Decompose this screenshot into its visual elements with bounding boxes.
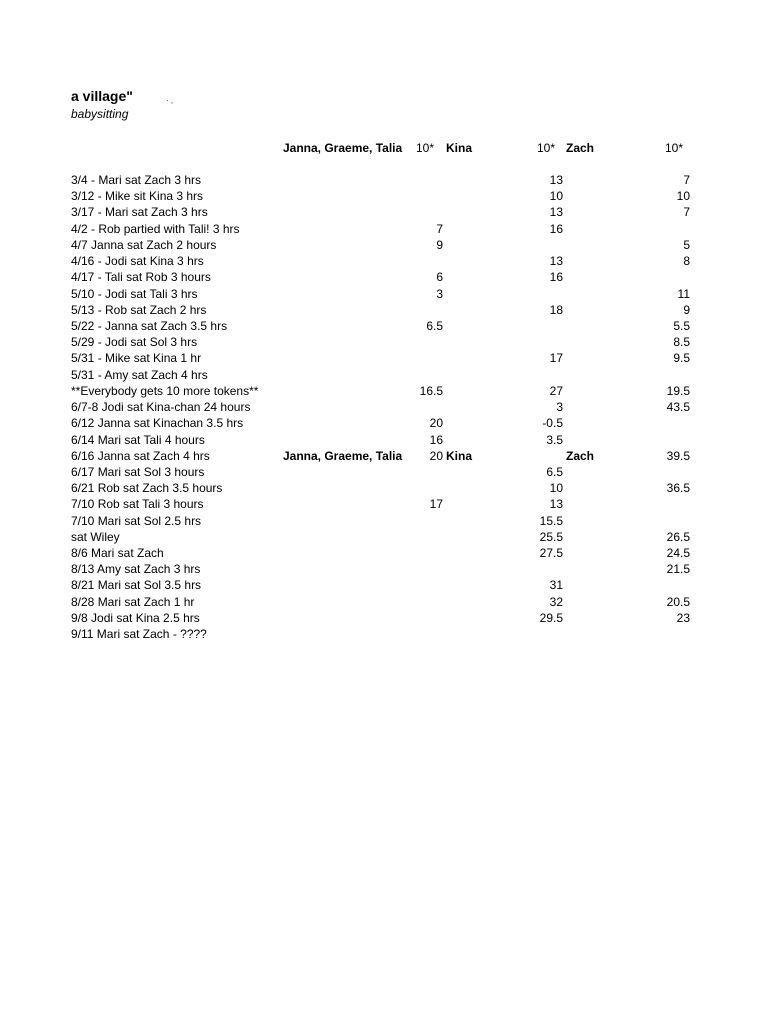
- row-description: 6/14 Mari sat Tali 4 hours: [71, 432, 205, 447]
- repeat-header-kina: Kina: [446, 448, 473, 463]
- cell-kina-balance: 17: [549, 351, 563, 366]
- title-fragment: · ,: [166, 96, 174, 105]
- table-row: [0, 188, 768, 204]
- cell-jgt-balance: 3: [436, 286, 443, 301]
- row-description: 4/17 - Tali sat Rob 3 hours: [71, 270, 211, 285]
- cell-kina-balance: 13: [549, 254, 563, 269]
- cell-kina-balance: 16: [549, 221, 563, 236]
- table-row: [0, 269, 768, 285]
- cell-zach-balance: 8: [683, 254, 690, 269]
- cell-zach-balance: 20.5: [666, 594, 690, 609]
- cell-jgt-balance: 6: [436, 270, 443, 285]
- row-description: 4/7 Janna sat Zach 2 hours: [71, 237, 217, 252]
- row-description: sat Wiley: [71, 529, 120, 544]
- row-description: 8/6 Mari sat Zach: [71, 546, 164, 561]
- cell-kina-balance: 10: [549, 481, 563, 496]
- cell-kina-balance: 13: [549, 173, 563, 187]
- repeat-header-jgt: Janna, Graeme, Talia: [283, 448, 403, 463]
- table-row: [0, 594, 768, 610]
- table-row: [0, 172, 768, 188]
- cell-jgt-balance: 20: [429, 416, 443, 431]
- table-row: [0, 529, 768, 545]
- table-row: [0, 399, 768, 415]
- column-header-jgt-start: 10*: [416, 141, 435, 155]
- cell-jgt-balance: 17: [429, 497, 443, 512]
- cell-zach-balance: 5: [683, 237, 690, 252]
- cell-zach-balance: 9: [683, 302, 690, 317]
- row-description: 7/10 Rob sat Tali 3 hours: [71, 497, 204, 512]
- cell-zach-balance: 7: [683, 205, 690, 220]
- column-header-zach: Zach: [566, 141, 595, 155]
- row-description: 5/31 - Mike sat Kina 1 hr: [71, 351, 202, 366]
- cell-zach-balance: 9.5: [673, 351, 690, 366]
- cell-zach-balance: 26.5: [666, 529, 690, 544]
- cell-zach-balance: 11: [677, 286, 690, 301]
- column-header-kina: Kina: [446, 141, 473, 155]
- cell-kina-balance: 32: [549, 594, 563, 609]
- table-row: [0, 415, 768, 431]
- table-row: [0, 513, 768, 529]
- cell-jgt-balance: 20: [429, 448, 443, 463]
- cell-jgt-balance: 9: [436, 237, 443, 252]
- ledger-table: [0, 172, 768, 642]
- cell-kina-balance: 27.5: [539, 546, 563, 561]
- row-description: 6/17 Mari sat Sol 3 hours: [71, 464, 205, 479]
- cell-zach-balance: 10: [676, 189, 690, 204]
- row-description: 4/2 - Rob partied with Tali! 3 hrs: [71, 221, 240, 236]
- table-row: [0, 432, 768, 448]
- table-row: [0, 350, 768, 366]
- table-row: [0, 204, 768, 220]
- cell-kina-balance: 3: [556, 400, 563, 415]
- table-row: [0, 383, 768, 399]
- document-title: a village": [71, 88, 133, 104]
- cell-kina-balance: 27: [549, 383, 563, 398]
- cell-jgt-balance: 16: [429, 432, 443, 447]
- table-row: [0, 545, 768, 561]
- row-description: 5/31 - Amy sat Zach 4 hrs: [71, 367, 208, 382]
- row-description: 6/7-8 Jodi sat Kina-chan 24 hours: [71, 400, 251, 415]
- row-description: 8/13 Amy sat Zach 3 hrs: [71, 562, 201, 577]
- table-row: [0, 334, 768, 350]
- cell-zach-balance: 7: [683, 173, 690, 187]
- row-description: 5/10 - Jodi sat Tali 3 hrs: [71, 286, 198, 301]
- column-header-kina-start: 10*: [537, 141, 556, 155]
- column-header-jgt: Janna, Graeme, Talia: [283, 141, 403, 155]
- row-description: 7/10 Mari sat Sol 2.5 hrs: [71, 513, 202, 528]
- cell-kina-balance: 13: [549, 497, 563, 512]
- row-description: 3/4 - Mari sat Zach 3 hrs: [71, 173, 202, 187]
- cell-jgt-balance: 6.5: [426, 318, 443, 333]
- cell-zach-balance: 43.5: [666, 400, 690, 415]
- cell-kina-balance: 6.5: [546, 464, 563, 479]
- cell-kina-balance: 16: [549, 270, 563, 285]
- row-description: **Everybody gets 10 more tokens**: [71, 383, 259, 398]
- cell-zach-balance: 36.5: [666, 481, 690, 496]
- cell-kina-balance: 3.5: [546, 432, 563, 447]
- repeat-header-zach: Zach: [566, 448, 595, 463]
- cell-zach-balance: 8.5: [673, 335, 690, 350]
- cell-kina-balance: 18: [549, 302, 563, 317]
- cell-zach-balance: 24.5: [666, 546, 690, 561]
- row-description: 3/12 - Mike sit Kina 3 hrs: [71, 189, 204, 204]
- cell-kina-balance: 13: [549, 205, 563, 220]
- row-description: 3/17 - Mari sat Zach 3 hrs: [71, 205, 208, 220]
- cell-zach-balance: 21.5: [666, 562, 690, 577]
- row-description: 4/16 - Jodi sat Kina 3 hrs: [71, 254, 204, 269]
- row-description: 6/21 Rob sat Zach 3.5 hours: [71, 481, 223, 496]
- row-description: 5/13 - Rob sat Zach 2 hrs: [71, 302, 207, 317]
- cell-zach-balance: 5.5: [673, 318, 690, 333]
- table-row: [0, 496, 768, 512]
- table-row: [0, 302, 768, 318]
- table-row: [0, 610, 768, 626]
- table-row: [0, 464, 768, 480]
- cell-kina-balance: 29.5: [539, 610, 563, 625]
- table-row: [0, 577, 768, 593]
- row-description: 9/11 Mari sat Zach - ????: [71, 627, 207, 642]
- cell-kina-balance: 10: [549, 189, 563, 204]
- table-row: [0, 480, 768, 496]
- cell-kina-balance: 15.5: [539, 513, 563, 528]
- table-row: [0, 286, 768, 302]
- row-description: 6/16 Janna sat Zach 4 hrs: [71, 448, 210, 463]
- table-row: [0, 237, 768, 253]
- row-description: 9/8 Jodi sat Kina 2.5 hrs: [71, 610, 200, 625]
- cell-jgt-balance: 16.5: [419, 383, 443, 398]
- table-row: [0, 561, 768, 577]
- cell-kina-balance: 25.5: [539, 529, 563, 544]
- cell-kina-balance: 31: [549, 578, 563, 593]
- table-row: [0, 367, 768, 383]
- row-description: 5/29 - Jodi sat Sol 3 hrs: [71, 335, 198, 350]
- row-description: 8/21 Mari sat Sol 3.5 hrs: [71, 578, 202, 593]
- column-header-zach-start: 10*: [665, 141, 684, 155]
- row-description: 5/22 - Janna sat Zach 3.5 hrs: [71, 318, 228, 333]
- table-row: [0, 626, 768, 642]
- cell-zach-balance: 39.5: [666, 448, 690, 463]
- table-row: [0, 253, 768, 269]
- cell-zach-balance: 23: [676, 610, 690, 625]
- cell-kina-balance: -0.5: [542, 416, 563, 431]
- table-row: [0, 318, 768, 334]
- document-subtitle: babysitting: [71, 107, 129, 121]
- row-description: 8/28 Mari sat Zach 1 hr: [71, 594, 195, 609]
- row-description: 6/12 Janna sat Kinachan 3.5 hrs: [71, 416, 244, 431]
- cell-zach-balance: 19.5: [666, 383, 690, 398]
- table-row: [0, 448, 768, 464]
- table-row: [0, 221, 768, 237]
- cell-jgt-balance: 7: [436, 221, 443, 236]
